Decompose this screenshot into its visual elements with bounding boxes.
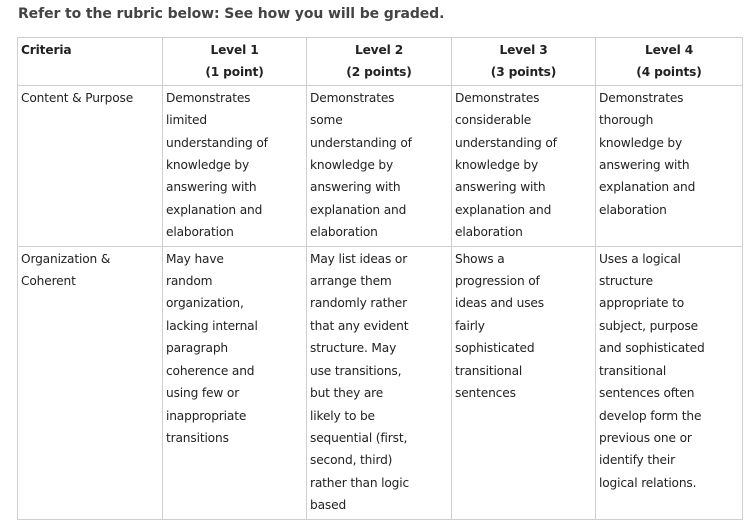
descriptor-text-line: progression of xyxy=(455,274,540,289)
criterion-text-line: Organization & xyxy=(21,251,111,266)
criteria-header-label: Criteria xyxy=(21,43,72,57)
criterion-cell xyxy=(18,246,163,519)
rubric-row xyxy=(18,85,743,246)
descriptor-text-line: understanding of xyxy=(455,135,557,150)
level-2-descriptor-cell xyxy=(307,85,452,246)
descriptor-text-line: organization, xyxy=(166,296,244,311)
descriptor-text-line: transitional xyxy=(455,363,523,378)
descriptor-text-line: answering with xyxy=(599,158,690,173)
level-4-descriptor-cell xyxy=(596,85,743,246)
level-2-points: (2 points) xyxy=(346,65,412,80)
descriptor-text-line: sequential (first, xyxy=(310,430,408,445)
level-3-header xyxy=(452,38,596,86)
level-3-descriptor-cell xyxy=(452,246,596,519)
level-4-header xyxy=(596,38,743,86)
descriptor-text-line: transitions xyxy=(166,430,229,445)
descriptor-text-line: knowledge by xyxy=(599,135,683,150)
rubric-row xyxy=(18,246,743,519)
descriptor-text-line: answering with xyxy=(166,180,257,195)
descriptor-text-line: explanation and xyxy=(166,202,263,217)
descriptor-text-line: sentences often xyxy=(599,386,695,401)
descriptor-text-line: arrange them xyxy=(310,274,392,289)
descriptor-text-line: previous one or xyxy=(599,430,692,445)
descriptor-text-line: that any evident xyxy=(310,318,409,333)
level-1-points: (1 point) xyxy=(205,65,264,80)
descriptor-text-line: appropriate to xyxy=(599,296,685,311)
descriptor-text-line: sentences xyxy=(455,386,516,401)
descriptor-text-line: identify their xyxy=(599,453,675,468)
rubric-header-row xyxy=(18,38,743,86)
descriptor-text-line: rather than logic xyxy=(310,475,410,490)
descriptor-text-line: Shows a xyxy=(455,251,505,266)
level-2-header xyxy=(307,38,452,86)
descriptor-text-line: elaboration xyxy=(166,225,234,240)
level-3-descriptor-cell xyxy=(452,85,596,246)
level-2-name: Level 2 xyxy=(354,43,404,57)
descriptor-text-line: sophisticated xyxy=(455,341,535,356)
descriptor-text-line: answering with xyxy=(455,180,546,195)
descriptor-text-line: Demonstrates xyxy=(455,90,540,105)
level-1-header xyxy=(163,38,307,86)
descriptor-text-line: understanding of xyxy=(310,135,412,150)
descriptor-text-line: develop form the xyxy=(599,408,702,423)
descriptor-text-line: limited xyxy=(166,113,207,128)
level-3-points: (3 points) xyxy=(490,65,557,80)
descriptor-text-line: thorough xyxy=(599,113,654,128)
descriptor-text-line: transitional xyxy=(599,363,667,378)
descriptor-text-line: fairly xyxy=(455,318,485,333)
descriptor-text-line: May list ideas or xyxy=(310,251,408,266)
descriptor-text-line: elaboration xyxy=(455,225,523,240)
descriptor-text-line: and sophisticated xyxy=(599,341,705,356)
descriptor-text-line: Demonstrates xyxy=(310,90,395,105)
criteria-header xyxy=(18,38,163,86)
criterion-text-line: Coherent xyxy=(21,274,76,289)
descriptor-text-line: knowledge by xyxy=(455,158,539,173)
descriptor-text-line: random xyxy=(166,274,213,289)
descriptor-text-line: use transitions, xyxy=(310,363,402,378)
descriptor-text-line: based xyxy=(310,498,347,513)
descriptor-text-line: structure. May xyxy=(310,341,397,356)
level-2-descriptor-cell xyxy=(307,246,452,519)
level-1-name: Level 1 xyxy=(210,43,259,57)
level-4-points: (4 points) xyxy=(636,65,702,80)
descriptor-text-line: but they are xyxy=(310,386,384,401)
descriptor-text-line: considerable xyxy=(455,113,532,128)
descriptor-text-line: some xyxy=(310,113,343,128)
level-3-name: Level 3 xyxy=(499,43,548,57)
descriptor-text-line: Demonstrates xyxy=(599,90,684,105)
descriptor-text-line: knowledge by xyxy=(310,158,394,173)
criterion-cell xyxy=(18,85,163,246)
descriptor-text-line: explanation and xyxy=(310,202,407,217)
descriptor-text-line: ideas and uses xyxy=(455,296,544,311)
descriptor-text-line: May have xyxy=(166,251,224,266)
descriptor-text-line: likely to be xyxy=(310,408,375,423)
descriptor-text-line: explanation and xyxy=(455,202,552,217)
level-1-descriptor-cell xyxy=(163,246,307,519)
descriptor-text-line: lacking internal xyxy=(166,318,258,333)
descriptor-text-line: understanding of xyxy=(166,135,268,150)
descriptor-text-line: coherence and xyxy=(166,363,255,378)
descriptor-text-line: answering with xyxy=(310,180,401,195)
descriptor-text-line: knowledge by xyxy=(166,158,250,173)
rubric-intro-heading: Refer to the rubric below: See how you will be graded. xyxy=(18,6,445,22)
criterion-text-line: Content & Purpose xyxy=(21,90,134,105)
descriptor-text-line: Uses a logical xyxy=(599,251,681,266)
descriptor-text-line: inappropriate xyxy=(166,408,247,423)
descriptor-text-line: explanation and xyxy=(599,180,696,195)
descriptor-text-line: second, third) xyxy=(310,453,393,468)
descriptor-text-line: elaboration xyxy=(310,225,378,240)
grading-rubric-table xyxy=(17,37,743,520)
descriptor-text-line: logical relations. xyxy=(599,475,697,490)
descriptor-text-line: subject, purpose xyxy=(599,318,699,333)
descriptor-text-line: elaboration xyxy=(599,202,667,217)
level-4-name: Level 4 xyxy=(644,43,694,57)
level-1-descriptor-cell xyxy=(163,85,307,246)
level-4-descriptor-cell xyxy=(596,246,743,519)
descriptor-text-line: paragraph xyxy=(166,341,229,356)
rubric-body xyxy=(18,85,743,519)
descriptor-text-line: Demonstrates xyxy=(166,90,251,105)
descriptor-text-line: structure xyxy=(599,274,653,289)
descriptor-text-line: using few or xyxy=(166,386,240,401)
descriptor-text-line: randomly rather xyxy=(310,296,407,311)
